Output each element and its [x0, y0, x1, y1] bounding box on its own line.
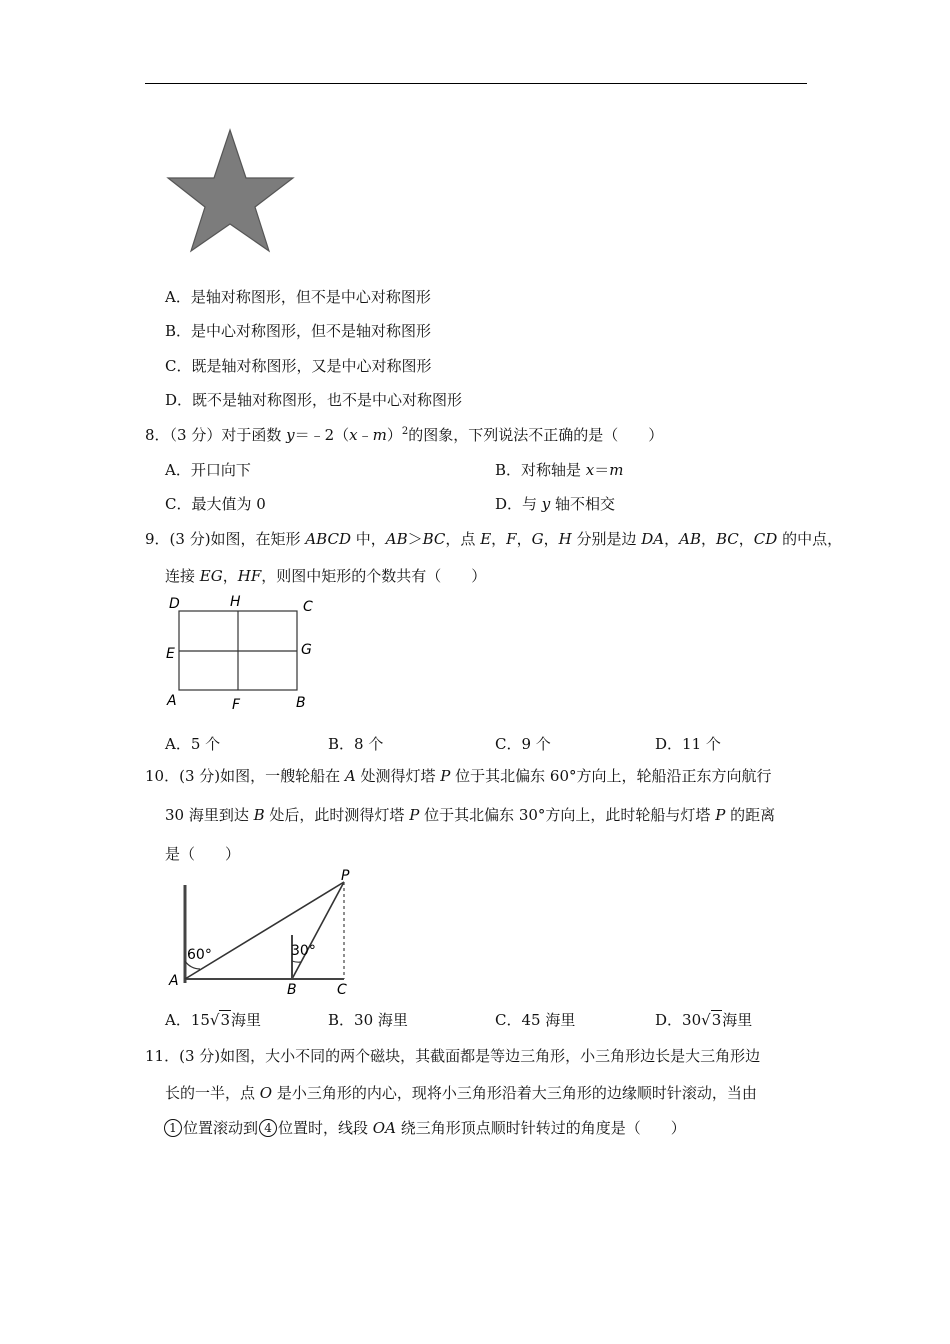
- q10-navigation-figure: [160, 865, 370, 1000]
- q11-stem-line2: [165, 1082, 757, 1103]
- label-60-degrees: 60°: [187, 947, 212, 963]
- q10-d-pre: D．30: [655, 1011, 702, 1029]
- label-a: A: [167, 693, 177, 709]
- var-m: m: [372, 426, 387, 444]
- var-y: y: [541, 495, 551, 513]
- var-m: m: [609, 461, 624, 479]
- var-a: A: [344, 767, 356, 785]
- q7-option-b: B．是中心对称图形，但不是轴对称图形: [165, 322, 432, 340]
- q9-pre: 9．(3 分)如图，在矩形: [145, 530, 306, 548]
- q10-l2-end: 的距离: [725, 806, 776, 824]
- q9-mid: 中，: [350, 530, 386, 548]
- q8-number: 8．（3 分）对于函数: [145, 426, 287, 444]
- q10-option-b: B．30 海里: [328, 1011, 408, 1029]
- q8-tail: 的图象，下列说法不正确的是（ ）: [408, 426, 664, 444]
- q11-l3-b: 位置时，线段: [278, 1119, 373, 1137]
- q11-stem-line1: 11．(3 分)如图，大小不同的两个磁块，其截面都是等边三角形，小三角形边长是大三角形边: [145, 1047, 761, 1065]
- sqrt-symbol: √3: [209, 1011, 231, 1029]
- var-da: DA: [641, 530, 665, 548]
- q9-end: 的中点，: [777, 530, 843, 548]
- label-h: H: [230, 594, 241, 610]
- q9-option-c: C．9 个: [495, 735, 551, 753]
- label-c: C: [337, 982, 347, 998]
- q11-stem-line3: [163, 1117, 686, 1138]
- q10-l1-pre: 10．(3 分)如图，一艘轮船在: [145, 767, 345, 785]
- q8-b-pre: B．对称轴是: [495, 461, 586, 479]
- segment-bp: [292, 882, 344, 979]
- q10-option-a: [165, 1009, 261, 1030]
- q10-a-post: 海里: [231, 1011, 262, 1029]
- q9-post: 分别是边: [571, 530, 642, 548]
- q10-option-d: [655, 1009, 752, 1030]
- circled-number-4: 4: [259, 1119, 277, 1137]
- label-e: E: [166, 646, 175, 662]
- q8-d-post: 轴不相交: [550, 495, 616, 513]
- var-p: P: [715, 806, 726, 824]
- q9-pts: ，点: [445, 530, 481, 548]
- var-h: H: [558, 530, 572, 548]
- q9-l2-pre: 连接: [165, 567, 200, 585]
- q9-stem-line2: [165, 565, 486, 586]
- radicand: 3: [711, 1011, 722, 1029]
- label-g: G: [301, 642, 312, 658]
- q11-l2-pre: 长的一半，点: [165, 1084, 260, 1102]
- q9-gt: ＞: [407, 530, 423, 548]
- var-f: F: [506, 530, 517, 548]
- q8-eq: ＝﹣2（: [294, 426, 350, 444]
- var-x: x: [349, 426, 358, 444]
- var-oa: OA: [372, 1119, 396, 1137]
- q7-option-c: C．既是轴对称图形，又是中心对称图形: [165, 357, 432, 375]
- label-30-degrees: 30°: [291, 943, 316, 959]
- q10-a-pre: A．15: [165, 1011, 210, 1029]
- q8-option-b: [495, 459, 624, 480]
- q9-stem-line1: [145, 528, 842, 549]
- var-p: P: [409, 806, 420, 824]
- q10-l2-mid: 处后，此时测得灯塔: [264, 806, 410, 824]
- angle-arc-30: [292, 961, 301, 962]
- q8-exponent: 2: [401, 426, 409, 437]
- q8-option-c: C．最大值为 0: [165, 495, 266, 513]
- var-ab: AB: [679, 530, 701, 548]
- label-f: F: [232, 697, 241, 713]
- q7-option-d: D．既不是轴对称图形，也不是中心对称图形: [165, 391, 463, 409]
- var-o: O: [259, 1084, 273, 1102]
- var-b: B: [253, 806, 265, 824]
- q9-option-d: D．11 个: [655, 735, 721, 753]
- var-abcd: ABCD: [305, 530, 351, 548]
- q8-d-pre: D．与: [495, 495, 542, 513]
- header-rule: [145, 83, 807, 84]
- q9-rectangle-figure: [160, 592, 330, 714]
- label-c: C: [303, 599, 313, 615]
- circled-number-1: 1: [164, 1119, 182, 1137]
- q9-option-b: B．8 个: [328, 735, 384, 753]
- sep: ，: [700, 530, 716, 548]
- sep: ，: [516, 530, 532, 548]
- q8-option-a: A．开口向下: [165, 461, 251, 479]
- sep: ，: [491, 530, 507, 548]
- var-e: E: [480, 530, 492, 548]
- q11-l2-post: 是小三角形的内心，现将小三角形沿着大三角形的边缘顺时针滚动，当由: [272, 1084, 757, 1102]
- q9-option-a: A．5 个: [165, 735, 221, 753]
- q8-b-eq: ＝: [594, 461, 610, 479]
- var-bc: BC: [715, 530, 739, 548]
- var-bc: BC: [422, 530, 446, 548]
- q8-close: ）: [386, 426, 402, 444]
- sep: ，: [222, 567, 238, 585]
- q10-stem-line2: [165, 804, 775, 825]
- q8-stem: [145, 424, 663, 445]
- label-b: B: [287, 982, 297, 998]
- sep: ，: [664, 530, 680, 548]
- label-a: A: [169, 973, 179, 989]
- radicand: 3: [220, 1011, 231, 1029]
- q10-l2-post: 位于其北偏东 30°方向上，此时轮船与灯塔: [419, 806, 716, 824]
- var-g: G: [531, 530, 544, 548]
- var-x: x: [585, 461, 595, 479]
- sqrt-symbol: √3: [701, 1011, 722, 1029]
- var-p: P: [440, 767, 451, 785]
- segment-ap: [185, 882, 344, 979]
- q10-option-c: C．45 海里: [495, 1011, 576, 1029]
- q10-l2-pre: 30 海里到达: [165, 806, 254, 824]
- label-p: P: [341, 868, 350, 884]
- sep: ，: [738, 530, 754, 548]
- q10-stem-line1: [145, 765, 772, 786]
- var-y: y: [286, 426, 295, 444]
- q8-option-d: [495, 493, 615, 514]
- q10-l1-mid: 处测得灯塔: [355, 767, 441, 785]
- q10-l1-post: 位于其北偏东 60°方向上，轮船沿正东方向航行: [450, 767, 772, 785]
- q11-l3-a: 位置滚动到: [183, 1119, 259, 1137]
- q10-d-post: 海里: [722, 1011, 753, 1029]
- var-cd: CD: [753, 530, 778, 548]
- var-hf: HF: [237, 567, 262, 585]
- var-eg: EG: [199, 567, 223, 585]
- q11-l3-c: 绕三角形顶点顺时针转过的角度是（ ）: [395, 1119, 686, 1137]
- q10-stem-line3: 是（ ）: [165, 845, 241, 863]
- q9-l2-post: ，则图中矩形的个数共有（ ）: [261, 567, 487, 585]
- star-figure: [165, 125, 295, 253]
- label-d: D: [169, 596, 180, 612]
- q7-option-a: A．是轴对称图形，但不是中心对称图形: [165, 288, 431, 306]
- var-ab: AB: [385, 530, 408, 548]
- q8-minus: ﹣: [357, 426, 373, 444]
- label-b: B: [296, 695, 306, 711]
- star-shape: [168, 130, 293, 251]
- sep: ，: [543, 530, 559, 548]
